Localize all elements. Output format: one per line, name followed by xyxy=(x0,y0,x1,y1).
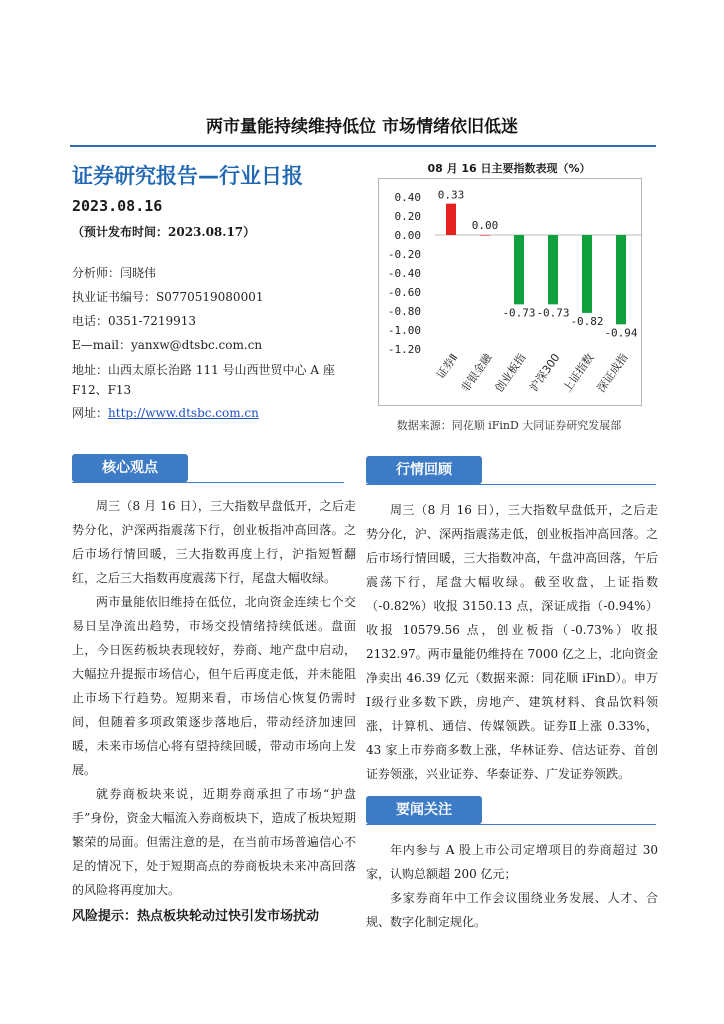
y-tick-label: 0.20 xyxy=(394,210,421,223)
news-body xyxy=(366,838,658,934)
market-review-body xyxy=(366,498,658,786)
bar xyxy=(582,235,592,313)
website-label: 网址： xyxy=(72,406,109,420)
market-review-tag: 行情回顾 xyxy=(366,456,482,484)
chart-source: 数据来源：同花顺 iFinD 大同证券研究发展部 xyxy=(396,419,622,432)
y-tick-label: -1.20 xyxy=(387,343,421,356)
header-divider xyxy=(70,145,656,147)
core-view-body xyxy=(72,494,356,902)
page-headline: 两市量能持续维持低位 市场情绪依旧低迷 xyxy=(206,117,518,137)
news-divider xyxy=(366,824,656,825)
website-row xyxy=(72,404,259,422)
analyst-address: 地址：山西太原长治路 111 号山西世贸中心 A 座 F12、F13 xyxy=(72,363,335,397)
y-tick-label: 0.00 xyxy=(394,229,421,242)
x-category-label: 证券Ⅱ xyxy=(434,351,461,382)
chart-title: 08 月 16 日主要指数表现（%） xyxy=(427,162,591,175)
y-tick-label: -0.20 xyxy=(387,248,421,261)
analyst-cert: 执业证书编号：S0770519080001 xyxy=(72,290,264,304)
index-bar-chart xyxy=(379,179,641,405)
core-view-divider xyxy=(72,482,344,483)
analyst-phone: 电话：0351-7219913 xyxy=(72,314,197,328)
analyst-email: E—mail：yanxw@dtsbc.com.cn xyxy=(72,338,263,352)
y-tick-label: 0.40 xyxy=(394,191,421,204)
y-tick-label: -1.00 xyxy=(387,324,421,337)
publish-date: （预计发布时间：2023.08.17） xyxy=(72,225,256,239)
core-view-paragraph-2: 两市量能依旧维持在低位，北向资金连续七个交易日呈净流出趋势，市场交投情绪持续低迷。盘面上，今日医药板块表现较好，券商、地产盘中启动，大幅拉升提振市场信心，但午后再度走低，并未能阻止市场下行趋势。短期来看，市场信心恢复仍需时间，但随着多项政策逐步落地后，带动经济加速回暖，未来市场信心将有望持续回暖，带动市场向上发展。 xyxy=(72,595,356,777)
data-label: 0.00 xyxy=(471,219,499,232)
data-label: -0.94 xyxy=(604,326,638,340)
bar xyxy=(480,235,490,236)
website-link[interactable]: http://www.dtsbc.com.cn xyxy=(108,406,259,420)
data-label: -0.82 xyxy=(570,314,604,328)
y-tick-label: -0.80 xyxy=(387,305,421,318)
bar xyxy=(548,235,558,304)
core-view-tag: 核心观点 xyxy=(72,454,188,482)
y-tick-label: -0.40 xyxy=(387,267,421,280)
x-category-label: 上证指数 xyxy=(560,351,597,395)
news-item-1: 年内参与 A 股上市公司定增项目的券商超过 30 家，认购总额超 200 亿元； xyxy=(366,843,658,881)
report-title: 证券研究报告—行业日报 xyxy=(72,164,303,188)
x-category-label: 沪深300 xyxy=(527,351,563,394)
news-item-2: 多家券商年中工作会议围绕业务发展、人才、合规、数字化制定规化。 xyxy=(366,891,658,929)
data-label: -0.73 xyxy=(536,306,570,320)
x-category-label: 创业板指 xyxy=(492,351,529,395)
x-category-label: 非银金融 xyxy=(458,351,495,395)
core-view-paragraph-3: 就券商板块来说，近期券商承担了市场“护盘手”身份，资金大幅流入券商板块下，造成了板块短期繁荣的局面。但需注意的是，在当前市场普遍信心不足的情况下，处于短期高点的券商板块未来冲高回落的风险将再度加大。 xyxy=(72,787,356,897)
data-label: 0.33 xyxy=(437,188,465,202)
analyst-name: 分析师：闫晓伟 xyxy=(72,266,157,280)
market-review-paragraph: 周三（8 月 16 日），三大指数早盘低开，之后走势分化，沪、深两指震荡走低，创业板指冲高回落。之后市场行情回暖，三大指数冲高，午盘冲高回落，午后震荡下行，尾盘大幅收绿。截至收盘，上证指数（-0.82%）收报 3150.13 点，深证成指（-0.94%）收报 10579.56 点，创业板指（-0.73%）收报 2132.97。两市量能仍维持在 7000 亿之上，北向资金净卖出 46.39 亿元（数据来源：同花顺 iFinD）。申万Ⅰ级行业多数下跌，房地产、建筑材料、食品饮料领涨，计算机、通信、传媒领跌。证券Ⅱ上涨 0.33%，43 家上市券商多数上涨，华林证券、信达证券、首创证券领涨，兴业证券、华泰证券、广发证券领跌。 xyxy=(366,503,658,781)
bar xyxy=(514,235,524,304)
bar xyxy=(616,235,626,324)
risk-warning: 风险提示：热点板块轮动过快引发市场扰动 xyxy=(72,909,320,924)
bar xyxy=(446,204,456,235)
data-label: -0.73 xyxy=(502,306,536,320)
x-category-label: 深证成指 xyxy=(594,351,631,395)
y-tick-label: -0.60 xyxy=(387,286,421,299)
report-date: 2023.08.16 xyxy=(72,197,163,215)
chart-frame xyxy=(378,178,642,406)
news-tag: 要闻关注 xyxy=(366,796,482,824)
core-view-paragraph-1: 周三（8 月 16 日），三大指数早盘低开，之后走势分化，沪深两指震荡下行，创业板指冲高回落。之后市场行情回暖，三大指数再度上行，沪指短暂翻红，之后三大指数再度震荡下行，尾盘大幅收绿。 xyxy=(72,499,356,585)
market-review-divider xyxy=(366,484,656,485)
